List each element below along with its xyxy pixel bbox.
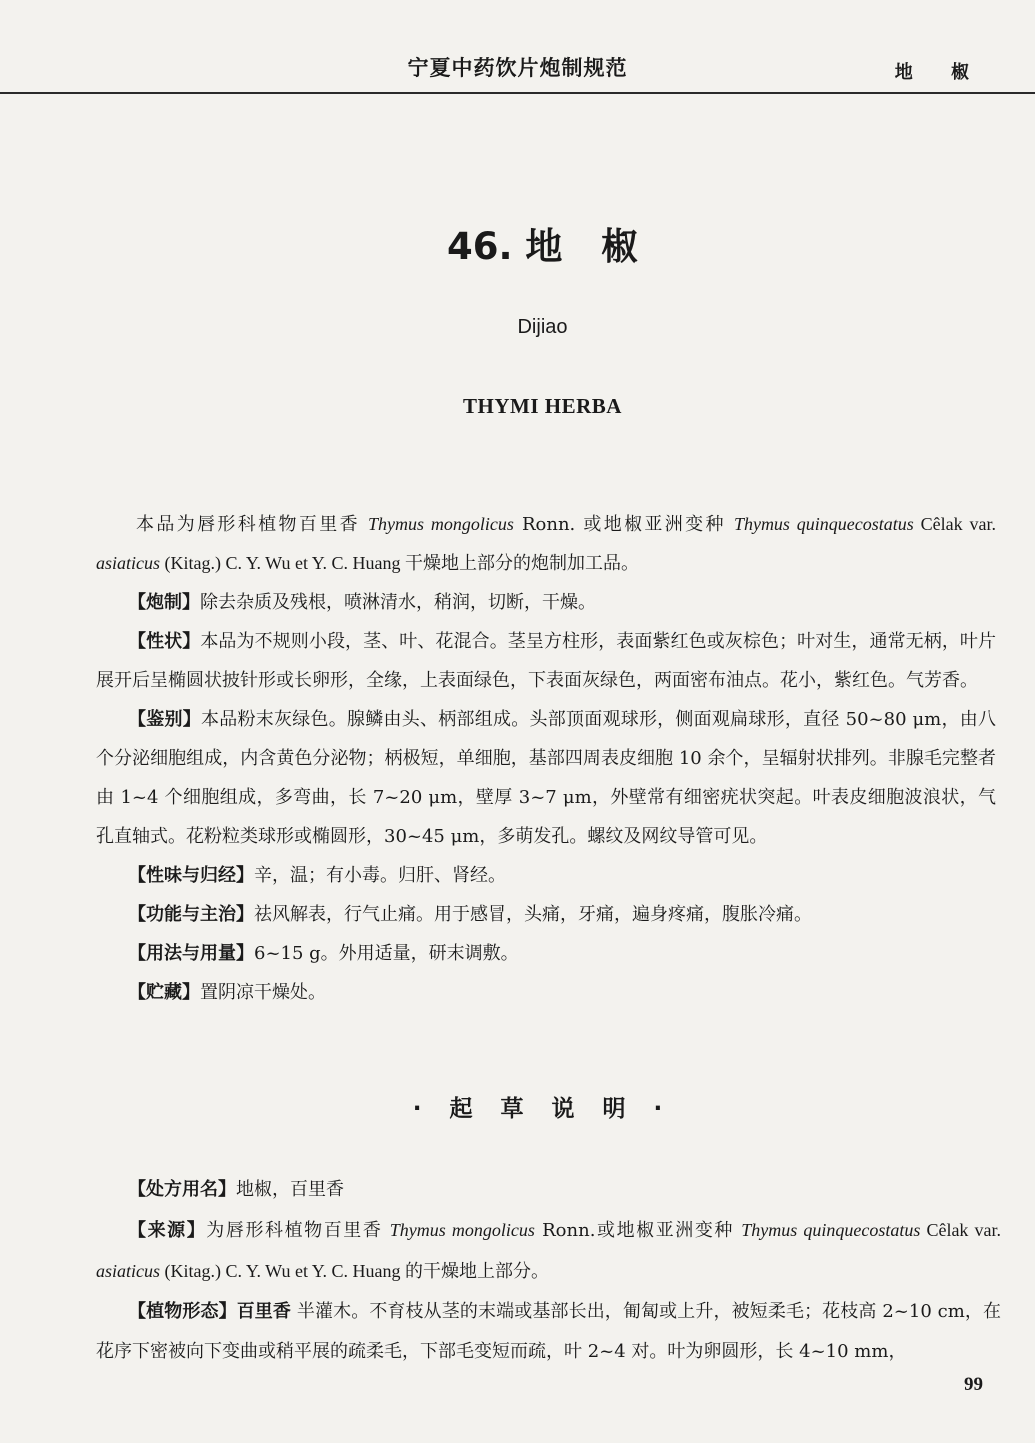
section-label: 【性状】: [128, 631, 201, 652]
species-name: Thymus mongolicus: [368, 514, 514, 534]
book-title: 宁夏中药饮片炮制规范: [407, 56, 628, 80]
plant-subheading: 百里香: [236, 1301, 292, 1322]
section-text: Ronn.或地椒亚洲变种: [534, 1220, 742, 1241]
section-text: 本品为不规则小段，茎、叶、花混合。茎呈方柱形，表面紫红色或灰棕色；叶对生，通常无柄，叶片展开后呈椭圆状披针形或长卵形，全缘，上表面绿色，下表面灰绿色，两面密布油点。花小，紫红色。气芳香。: [96, 631, 996, 691]
section-text: 除去杂质及残根，喷淋清水，稍润，切断，干燥。: [200, 592, 596, 613]
entry-title: 46. 地 椒: [446, 225, 639, 268]
section-source: [96, 1210, 1001, 1292]
section-prescription-names: [96, 1170, 1001, 1210]
section-text: (Kitag.) C. Y. Wu et Y. C. Huang 的干燥地上部分。: [160, 1261, 549, 1281]
section-text: 置阴凉干燥处。: [200, 982, 326, 1003]
section-label: 【植物形态】: [128, 1301, 237, 1322]
section-label: 【来源】: [128, 1220, 207, 1241]
species-name: Thymus quinquecostatus: [733, 514, 914, 534]
intro-text: Ronn. 或地椒亚洲变种: [513, 514, 734, 535]
intro-paragraph: [96, 505, 996, 583]
section-dosage: [96, 934, 996, 973]
section-text: 本品粉末灰绿色。腺鳞由头、柄部组成。头部顶面观球形，侧面观扁球形，直径 50~80 μm，由八个分泌细胞组成，内含黄色分泌物；柄极短，单细胞，基部四周表皮细胞 10 余个，呈辐射状排列。非腺毛完整者由 1~4 个细胞组成，多弯曲，长 7~20 μm，壁厚 3~7 μm，外壁常有细密疣状突起。叶表皮细胞波浪状，气孔直轴式。花粉粒类球形或椭圆形，30~45 μm，多萌发孔。螺纹及网纹导管可见。: [96, 709, 996, 847]
drafting-notes-body: [96, 1170, 1001, 1372]
header-rule: [0, 92, 1035, 94]
species-name: Thymus quinquecostatus: [741, 1220, 921, 1240]
section-function: [96, 895, 996, 934]
section-description: [96, 622, 996, 700]
variety-name: asiaticus: [96, 1261, 161, 1281]
section-label: 【功能与主治】: [128, 904, 254, 925]
section-label: 【鉴别】: [128, 709, 201, 730]
latin-name: THYMI HERBA: [463, 394, 622, 418]
section-label: 【炮制】: [128, 592, 200, 613]
monograph-body: [96, 505, 996, 1012]
section-label: 【处方用名】: [128, 1179, 236, 1200]
section-processing: [96, 583, 996, 622]
section-text: 辛，温；有小毒。归肝、肾经。: [254, 865, 506, 886]
chapter-title: 地 椒: [894, 62, 985, 83]
intro-text: 本品为唇形科植物百里香: [136, 514, 369, 535]
running-header: [0, 0, 1035, 96]
section-text: 半灌木。不育枝从茎的末端或基部长出，匍匐或上升，被短柔毛；花枝高 2~10 cm，在花序下密被向下变曲或稍平展的疏柔毛，下部毛变短而疏，叶 2~4 对。叶为卵圆形，长 4~10 mm，: [96, 1301, 1002, 1362]
section-text: 6~15 g。外用适量，研末调敷。: [254, 943, 519, 964]
section-text: 地椒，百里香: [236, 1179, 344, 1200]
section-text: Cêlak var.: [920, 1220, 1001, 1240]
section-label: 【用法与用量】: [128, 943, 254, 964]
intro-text: Cêlak var.: [913, 514, 996, 534]
intro-text: (Kitag.) C. Y. Wu et Y. C. Huang 干燥地上部分的炮制加工品。: [160, 553, 639, 573]
drafting-notes-heading: · 起 草 说 明 ·: [412, 1096, 673, 1122]
page-number: 99: [964, 1374, 983, 1395]
section-plant-morphology: [96, 1292, 1001, 1372]
variety-name: asiaticus: [96, 553, 161, 573]
section-label: 【贮藏】: [128, 982, 200, 1003]
section-property: [96, 856, 996, 895]
pinyin-name: Dijiao: [517, 316, 568, 338]
section-text: 为唇形科植物百里香: [206, 1220, 390, 1241]
section-storage: [96, 973, 996, 1012]
species-name: Thymus mongolicus: [389, 1220, 535, 1240]
section-label: 【性味与归经】: [128, 865, 254, 886]
section-identification: [96, 700, 996, 856]
section-text: 祛风解表，行气止痛。用于感冒，头痛，牙痛，遍身疼痛，腹胀冷痛。: [254, 904, 812, 925]
